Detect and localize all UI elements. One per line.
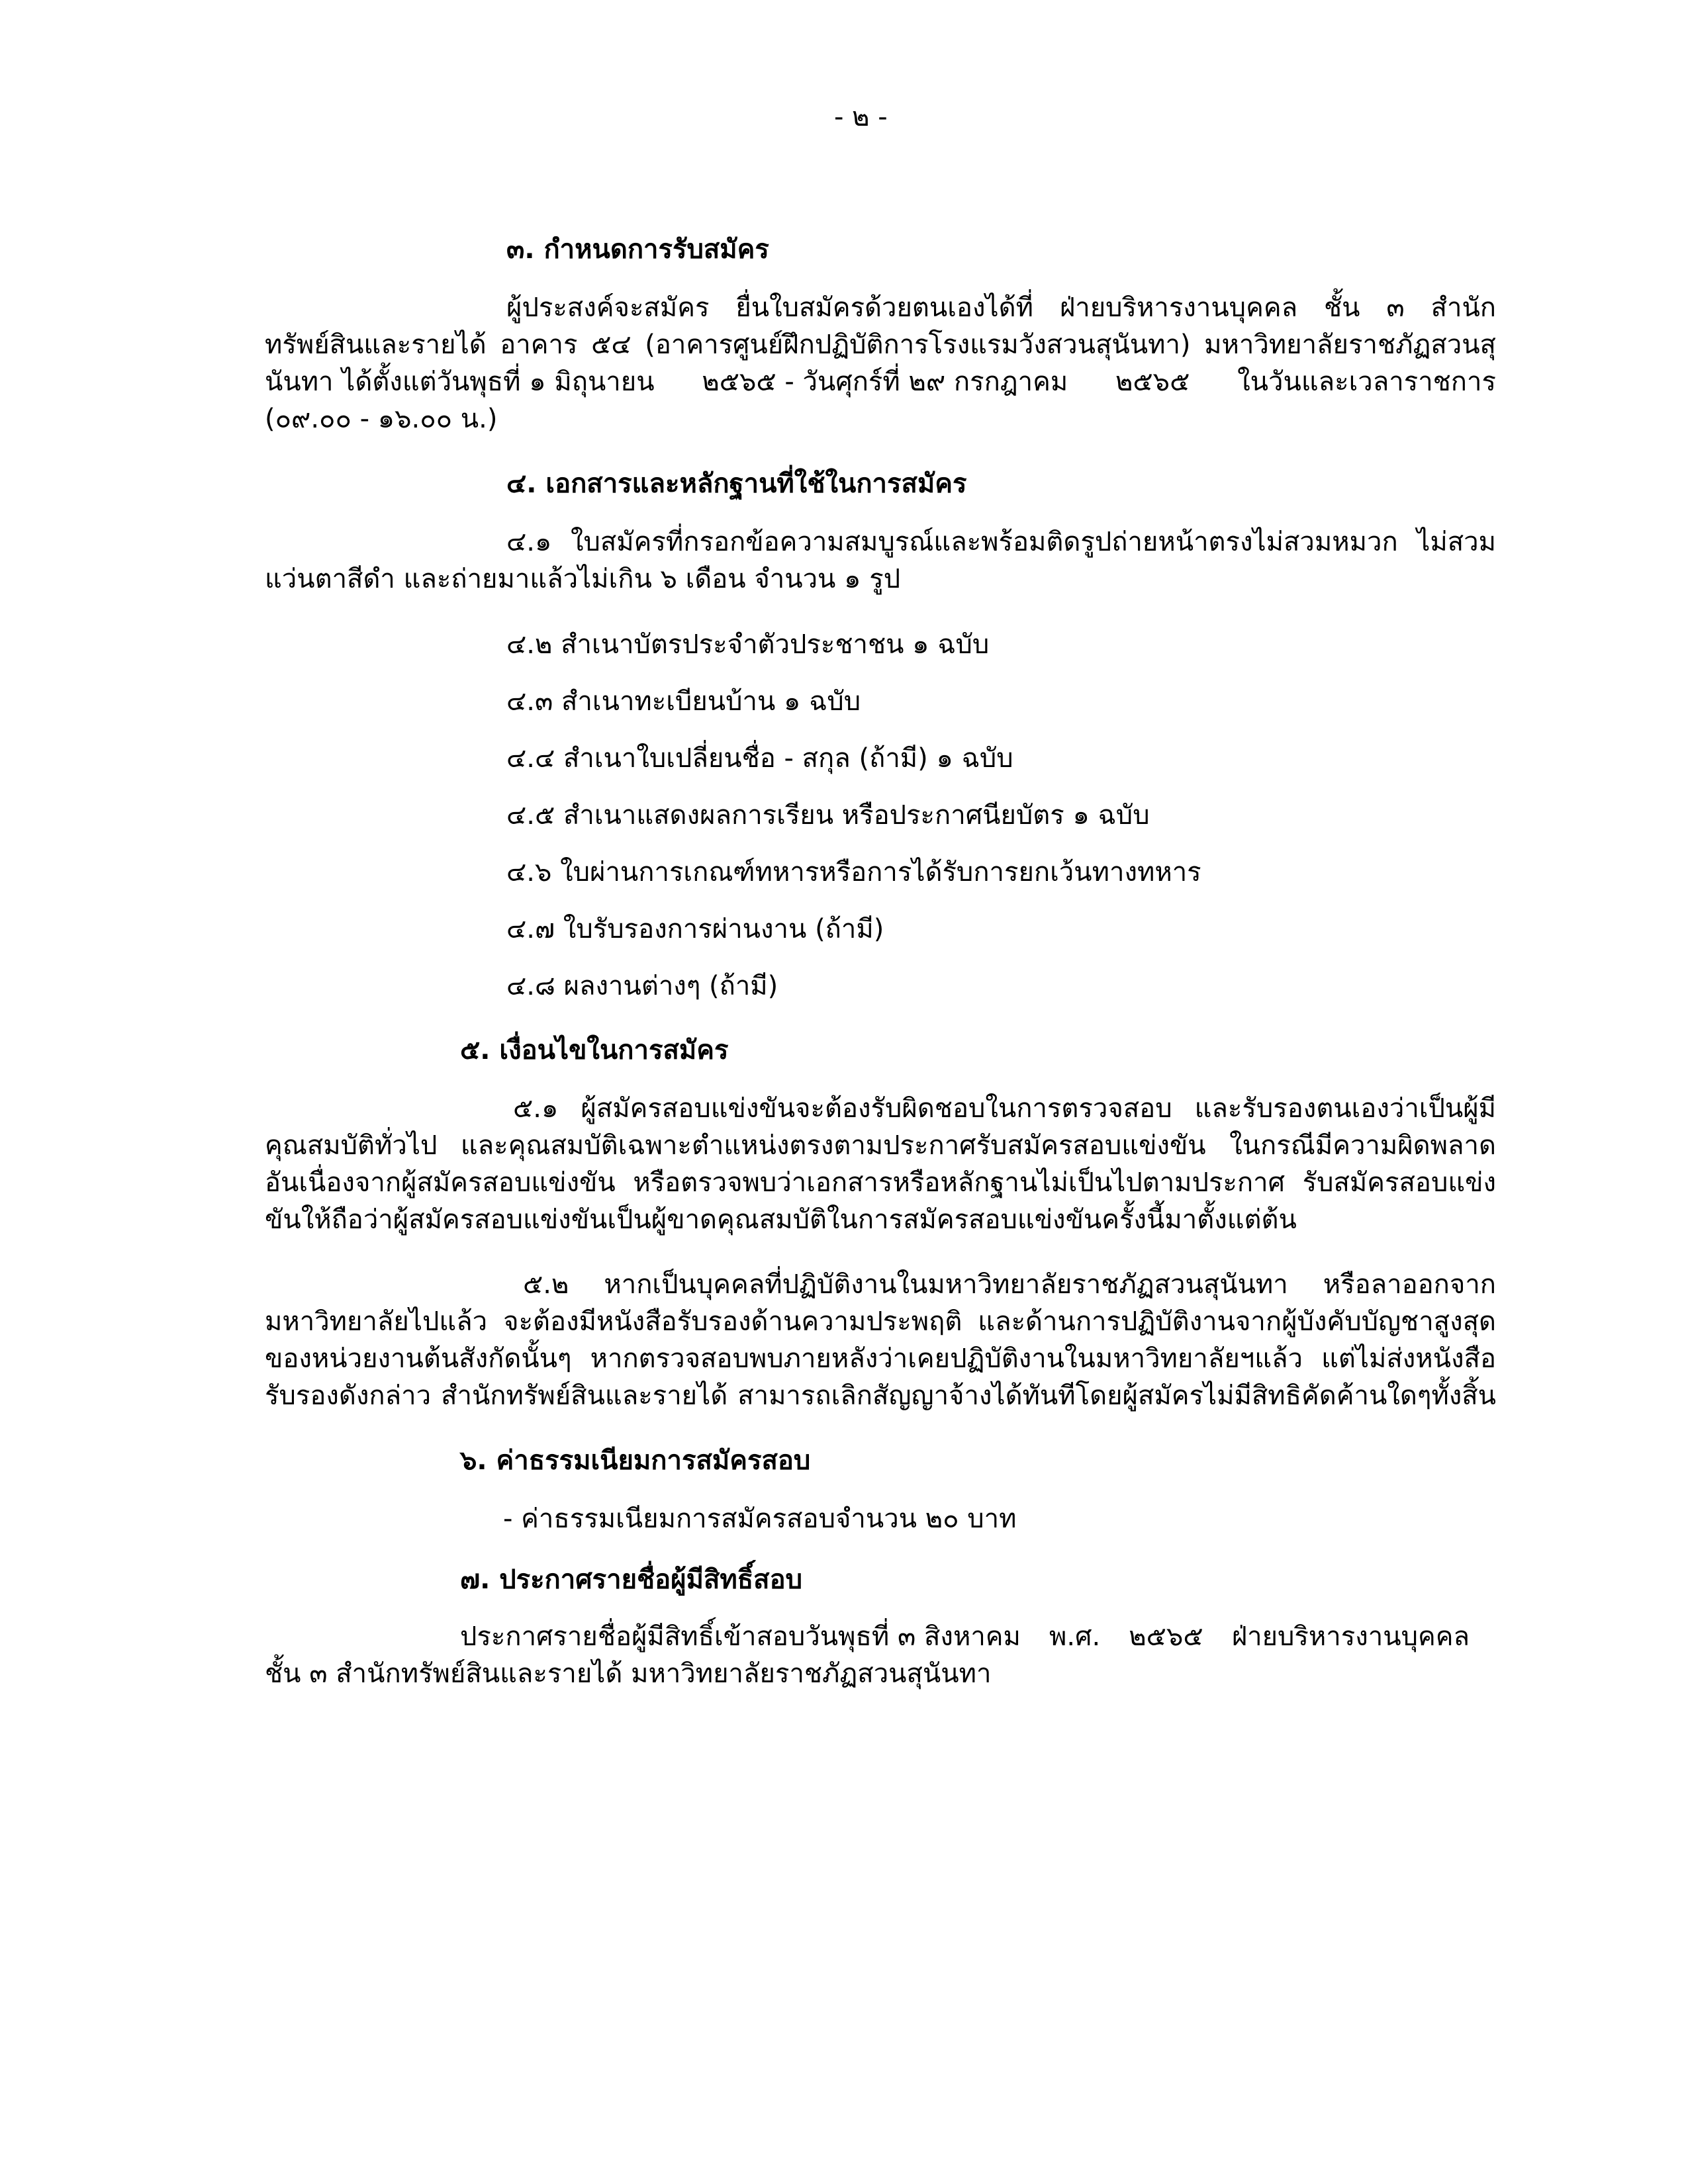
section-6-heading: ๖. ค่าธรรมเนียมการสมัครสอบ [460,1445,811,1476]
section-5-2-line-3: ของหน่วยงานต้นสังกัดนั้นๆ หากตรวจสอบพบภายหลังว่าเคยปฏิบัติงานในมหาวิทยาลัยฯแล้ว แต่ไม่ส่งหนังสือ [265,1343,1496,1374]
section-3-line-2: ทรัพย์สินและรายได้ อาคาร ๕๔ (อาคารศูนย์ฝึกปฏิบัติการโรงแรมวังสวนสุนันทา) มหาวิทยาลัยราชภัฏสวนสุ [265,330,1496,360]
section-4-item-7: ๔.๗ ใบรับรองการผ่านงาน (ถ้ามี) [506,914,884,944]
section-4-item-4: ๔.๔ สำเนาใบเปลี่ยนชื่อ - สกุล (ถ้ามี) ๑ ฉบับ [506,743,1013,774]
section-5-1-line-4: ขันให้ถือว่าผู้สมัครสอบแข่งขันเป็นผู้ขาดคุณสมบัติในการสมัครสอบแข่งขันครั้งนี้มาตั้งแต่ต้น [265,1205,1297,1235]
section-6-text: - ค่าธรรมเนียมการสมัครสอบจำนวน ๒๐ บาท [503,1504,1017,1534]
section-4-heading: ๔. เอกสารและหลักฐานที่ใช้ในการสมัคร [506,469,967,499]
section-5-1-line-1: ๕.๑ ผู้สมัครสอบแข่งขันจะต้องรับผิดชอบในการตรวจสอบ และรับรองตนเองว่าเป็นผู้มี [513,1093,1496,1124]
section-3-line-4: (๐๙.๐๐ - ๑๖.๐๐ น.) [265,404,498,434]
section-5-2-line-2: มหาวิทยาลัยไปแล้ว จะต้องมีหนังสือรับรองด้านความประพฤติ และด้านการปฏิบัติงานจากผู้บังคับบัญชาสูงสุด [265,1306,1496,1337]
section-4-item-1-line-2: แว่นตาสีดำ และถ่ายมาแล้วไม่เกิน ๖ เดือน จำนวน ๑ รูป [265,564,901,594]
section-5-1-line-3: อันเนื่องจากผู้สมัครสอบแข่งขัน หรือตรวจพบว่าเอกสารหรือหลักฐานไม่เป็นไปตามประกาศ รับสมัครสอบแข่ง [265,1167,1496,1198]
section-4-item-5: ๔.๕ สำเนาแสดงผลการเรียน หรือประกาศนียบัตร ๑ ฉบับ [506,800,1150,831]
section-3-heading: ๓. กำหนดการรับสมัคร [506,234,769,265]
section-3-line-1: ผู้ประสงค์จะสมัคร ยื่นใบสมัครด้วยตนเองได้ที่ ฝ่ายบริหารงานบุคคล ชั้น ๓ สำนัก [506,293,1496,323]
section-4-item-1-line-1: ๔.๑ ใบสมัครที่กรอกข้อความสมบูรณ์และพร้อมติดรูปถ่ายหน้าตรงไม่สวมหมวก ไม่สวม [506,527,1496,557]
section-5-2-line-1: ๕.๒ หากเป็นบุคคลที่ปฏิบัติงานในมหาวิทยาลัยราชภัฏสวนสุนันทา หรือลาออกจาก [523,1269,1496,1300]
section-4-item-2: ๔.๒ สำเนาบัตรประจำตัวประชาชน ๑ ฉบับ [506,629,990,660]
section-7-line-1: ประกาศรายชื่อผู้มีสิทธิ์เข้าสอบวันพุธที่ ๓ สิงหาคม พ.ศ. ๒๕๖๕ ฝ่ายบริหารงานบุคคล [460,1621,1470,1652]
section-4-item-6: ๔.๖ ใบผ่านการเกณฑ์ทหารหรือการได้รับการยกเว้นทางทหาร [506,857,1201,887]
section-3-line-3: นันทา ได้ตั้งแต่วันพุธที่ ๑ มิถุนายน ๒๕๖๕ - วันศุกร์ที่ ๒๙ กรกฎาคม ๒๕๖๕ ในวันและเวลาราชการ [265,367,1496,397]
page-number: - ๒ - [834,102,888,132]
section-4-item-3: ๔.๓ สำเนาทะเบียนบ้าน ๑ ฉบับ [506,686,861,717]
section-5-heading: ๕. เงื่อนไขในการสมัคร [460,1035,729,1066]
section-7-line-2: ชั้น ๓ สำนักทรัพย์สินและรายได้ มหาวิทยาลัยราชภัฏสวนสุนันทา [265,1659,992,1689]
section-5-2-line-4: รับรองดังกล่าว สำนักทรัพย์สินและรายได้ สามารถเลิกสัญญาจ้างได้ทันทีโดยผู้สมัครไม่มีสิทธิคัดค้านใดๆทั้งสิ้น [265,1381,1496,1411]
section-5-1-line-2: คุณสมบัติทั่วไป และคุณสมบัติเฉพาะตำแหน่งตรงตามประกาศรับสมัครสอบแข่งขัน ในกรณีมีความผิดพลาด [265,1130,1496,1161]
section-4-item-8: ๔.๘ ผลงานต่างๆ (ถ้ามี) [506,971,778,1001]
section-7-heading: ๗. ประกาศรายชื่อผู้มีสิทธิ์สอบ [460,1565,803,1595]
